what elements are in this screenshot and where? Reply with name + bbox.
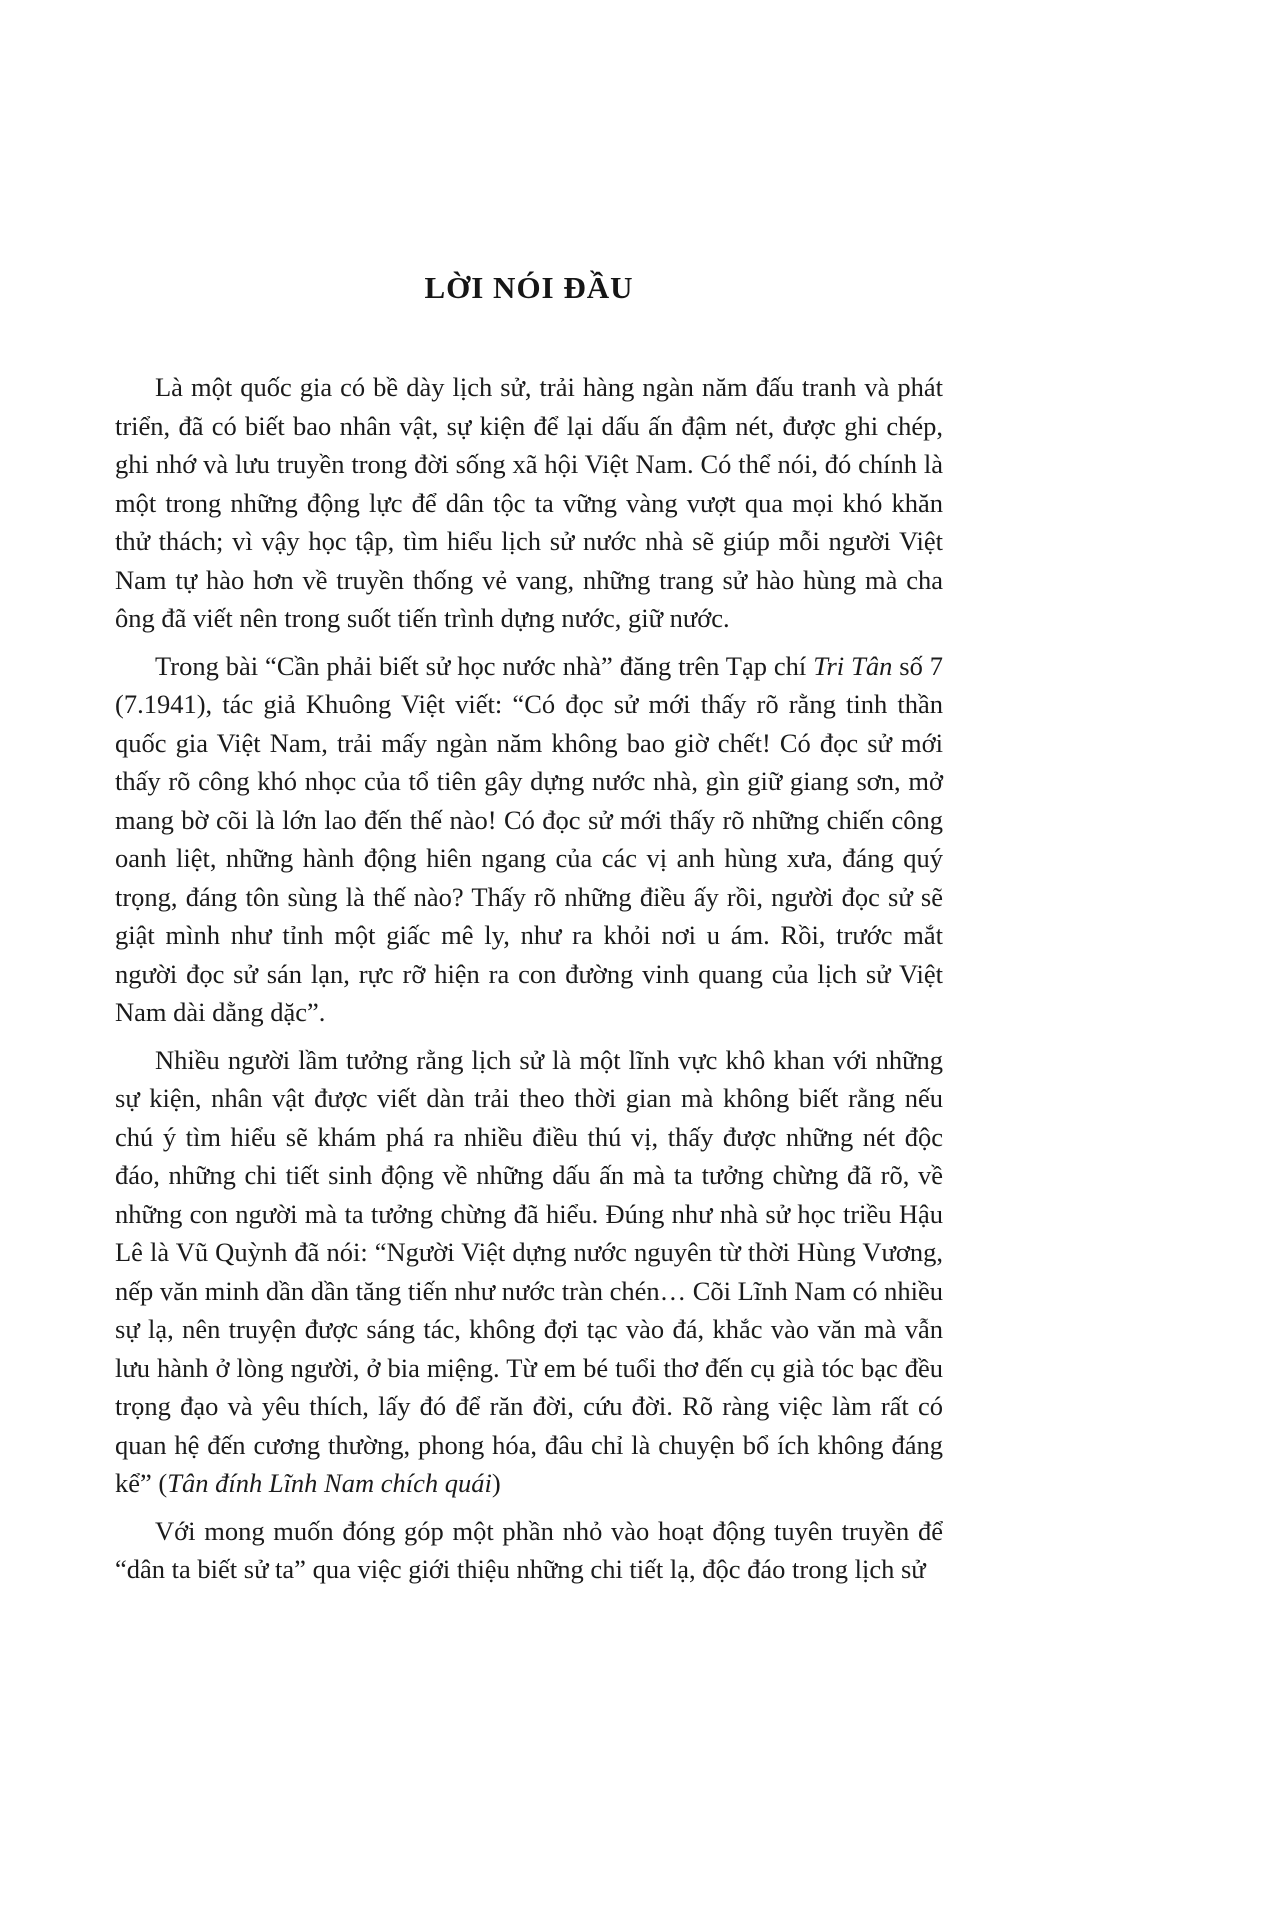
paragraph (115, 647, 950, 1032)
paragraph-text: Trong bài “Cần phải biết sử học nước nhà” đăng trên Tạp chí (155, 650, 814, 681)
paragraph-text: Là một quốc gia có bề dày lịch sử, trải hàng ngàn năm đấu tranh và phát triển, đã có biết bao nhân vật, sự kiện để lại dấu ấn đậm nét, được ghi chép, ghi nhớ và lưu truyền trong đời sống xã hội Việt Nam. Có thể nói, đó chính là một trong những động lực để dân tộc ta vững vàng vượt qua mọi khó khăn thử thách; vì vậy học tập, tìm hiểu lịch sử nước nhà sẽ giúp mỗi người Việt Nam tự hào hơn về truyền thống vẻ vang, những trang sử hào hùng mà cha ông đã viết nên trong suốt tiến trình dựng nước, giữ nước. (115, 372, 950, 633)
paragraph (115, 1041, 950, 1503)
paragraph (115, 368, 950, 638)
paragraph-text: Nhiều người lầm tưởng rằng lịch sử là một lĩnh vực khô khan với những sự kiện, nhân vật được viết dàn trải theo thời gian mà không biết rằng nếu chú ý tìm hiểu sẽ khám phá ra nhiều điều thú vị, thấy được những nét độc đáo, những chi tiết sinh động về những dấu ấn mà ta tưởng chừng đã rõ, về những con người mà ta tưởng chừng đã hiểu. Đúng như nhà sử học triều Hậu Lê là Vũ Quỳnh đã nói: “Người Việt dựng nước nguyên từ thời Hùng Vương, nếp văn minh dần dần tăng tiến như nước tràn chén… Cõi Lĩnh Nam có nhiều sự lạ, nên truyện được sáng tác, không đợi tạc vào đá, khắc vào văn mà vẫn lưu hành ở lòng người, ở bia miệng. Từ em bé tuổi thơ đến cụ già tóc bạc đều trọng đạo và yêu thích, lấy đó để răn đời, cứu đời. Rõ ràng việc làm rất có quan hệ đến cương thường, phong hóa, đâu chỉ là chuyện bổ ích không đáng kể” ( (115, 1044, 950, 1498)
paragraph-text: ) (491, 1468, 501, 1498)
body-text (115, 368, 950, 1598)
page-title: LỜI NÓI ĐẦU (424, 270, 634, 305)
paragraph (115, 1512, 950, 1589)
journal-title-italic: Tri Tân (813, 650, 893, 681)
book-title-italic: Tân đính Lĩnh Nam chích quái (167, 1468, 492, 1498)
paragraph-text: Với mong muốn đóng góp một phần nhỏ vào hoạt động tuyên truyền để “dân ta biết sử ta” qua việc giới thiệu những chi tiết lạ, độc đáo trong lịch sử (115, 1515, 950, 1584)
paragraph-text: số 7 (7.1941), tác giả Khuông Việt viết: “Có đọc sử mới thấy rõ rằng tinh thần quốc gia Việt Nam, trải mấy ngàn năm không bao giờ chết! Có đọc sử mới thấy rõ công khó nhọc của tổ tiên gây dựng nước nhà, gìn giữ giang sơn, mở mang bờ cõi là lớn lao đến thế nào! Có đọc sử mới thấy rõ những chiến công oanh liệt, những hành động hiên ngang của các vị anh hùng xưa, đáng quý trọng, đáng tôn sùng là thế nào? Thấy rõ những điều ấy rồi, người đọc sử sẽ giật mình như tỉnh một giấc mê ly, như ra khỏi nơi u ám. Rồi, trước mắt người đọc sử sán lạn, rực rỡ hiện ra con đường vinh quang của lịch sử Việt Nam dài dằng dặc”. (115, 650, 950, 1027)
